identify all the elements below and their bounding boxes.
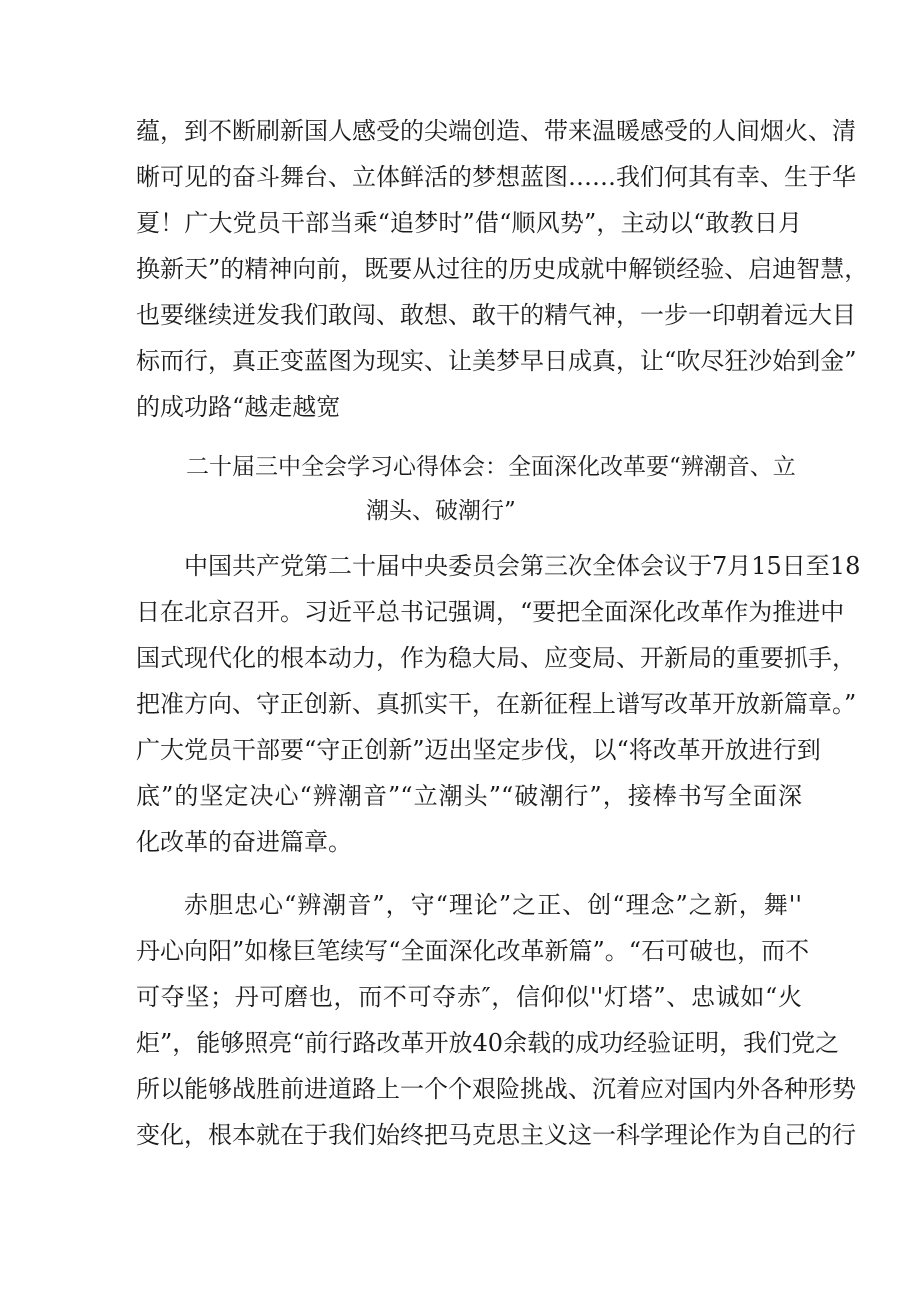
- p2-line-4: 炬”，能够照亮“前行路改革开放40余载的成功经验证明，我们党之: [136, 1029, 840, 1057]
- p1-line-2: 日在北京召开。习近平总书记强调，“要把全面深化改革作为推进中: [136, 598, 845, 626]
- p1-line-6: 底”的坚定决心“辨潮音”“立潮头”“破潮行”，接棒书写全面深: [136, 782, 802, 810]
- paragraph-1: [136, 543, 861, 865]
- section-heading: [136, 445, 802, 533]
- p1-line-4: 把准方向、守正创新、真抓实干，在新征程上谱写改革开放新篇章。”: [136, 690, 857, 718]
- p2-line-6: 变化，根本就在于我们始终把马克思主义这一科学理论作为自己的行: [136, 1121, 856, 1149]
- intro-line-6: 标而行，真正变蓝图为现实、让美梦早日成真，让“吹尽狂沙始到金”: [136, 347, 857, 375]
- intro-line-1: 蕴，到不断刷新国人感受的尖端创造、带来温暖感受的人间烟火、清: [136, 117, 856, 145]
- p1-line-3: 国式现代化的根本动力，作为稳大局、应变局、开新局的重要抓手，: [136, 644, 856, 672]
- p2-line-1: 赤胆忠心“辨潮音”，守“理论”之正、创“理念”之新，舞'': [184, 891, 802, 919]
- heading-line-1: 二十届三中全会学习心得体会：全面深化改革要“辨潮音、立: [186, 454, 796, 480]
- heading-line-2: 潮头、破潮行”: [366, 498, 516, 524]
- intro-line-2: 晰可见的奋斗舞台、立体鲜活的梦想蓝图……我们何其有幸、生于华: [136, 163, 856, 191]
- p2-line-5: 所以能够战胜前进道路上一个个艰险挑战、沉着应对国内外各种形势: [136, 1075, 856, 1103]
- intro-line-4: 换新天”的精神向前，既要从过往的历史成就中解锁经验、启迪智慧，: [136, 255, 869, 283]
- p1-line-7: 化改革的奋进篇章。: [136, 828, 352, 856]
- intro-line-3: 夏！广大党员干部当乘“追梦时”借“顺风势”，主动以“敢教日月: [136, 209, 802, 237]
- paragraph-2: [136, 882, 856, 1158]
- intro-line-7: 的成功路“越走越宽: [136, 393, 341, 421]
- intro-paragraph: [136, 108, 869, 430]
- p1-line-1: 中国共产党第二十届中央委员会第三次全体会议于7月15日至18: [184, 552, 861, 580]
- intro-line-5: 也要继续迸发我们敢闯、敢想、敢干的精气神，一步一印朝着远大目: [136, 301, 856, 329]
- p2-line-2: 丹心向阳”如椽巨笔续写“全面深化改革新篇”。“石可破也，而不: [136, 937, 810, 965]
- p1-line-5: 广大党员干部要“守正创新”迈出坚定步伐，以“将改革开放进行到: [136, 736, 821, 764]
- p2-line-3: 可夺坚；丹可磨也，而不可夺赤″，信仰似''灯塔”、忠诚如“火: [136, 983, 802, 1011]
